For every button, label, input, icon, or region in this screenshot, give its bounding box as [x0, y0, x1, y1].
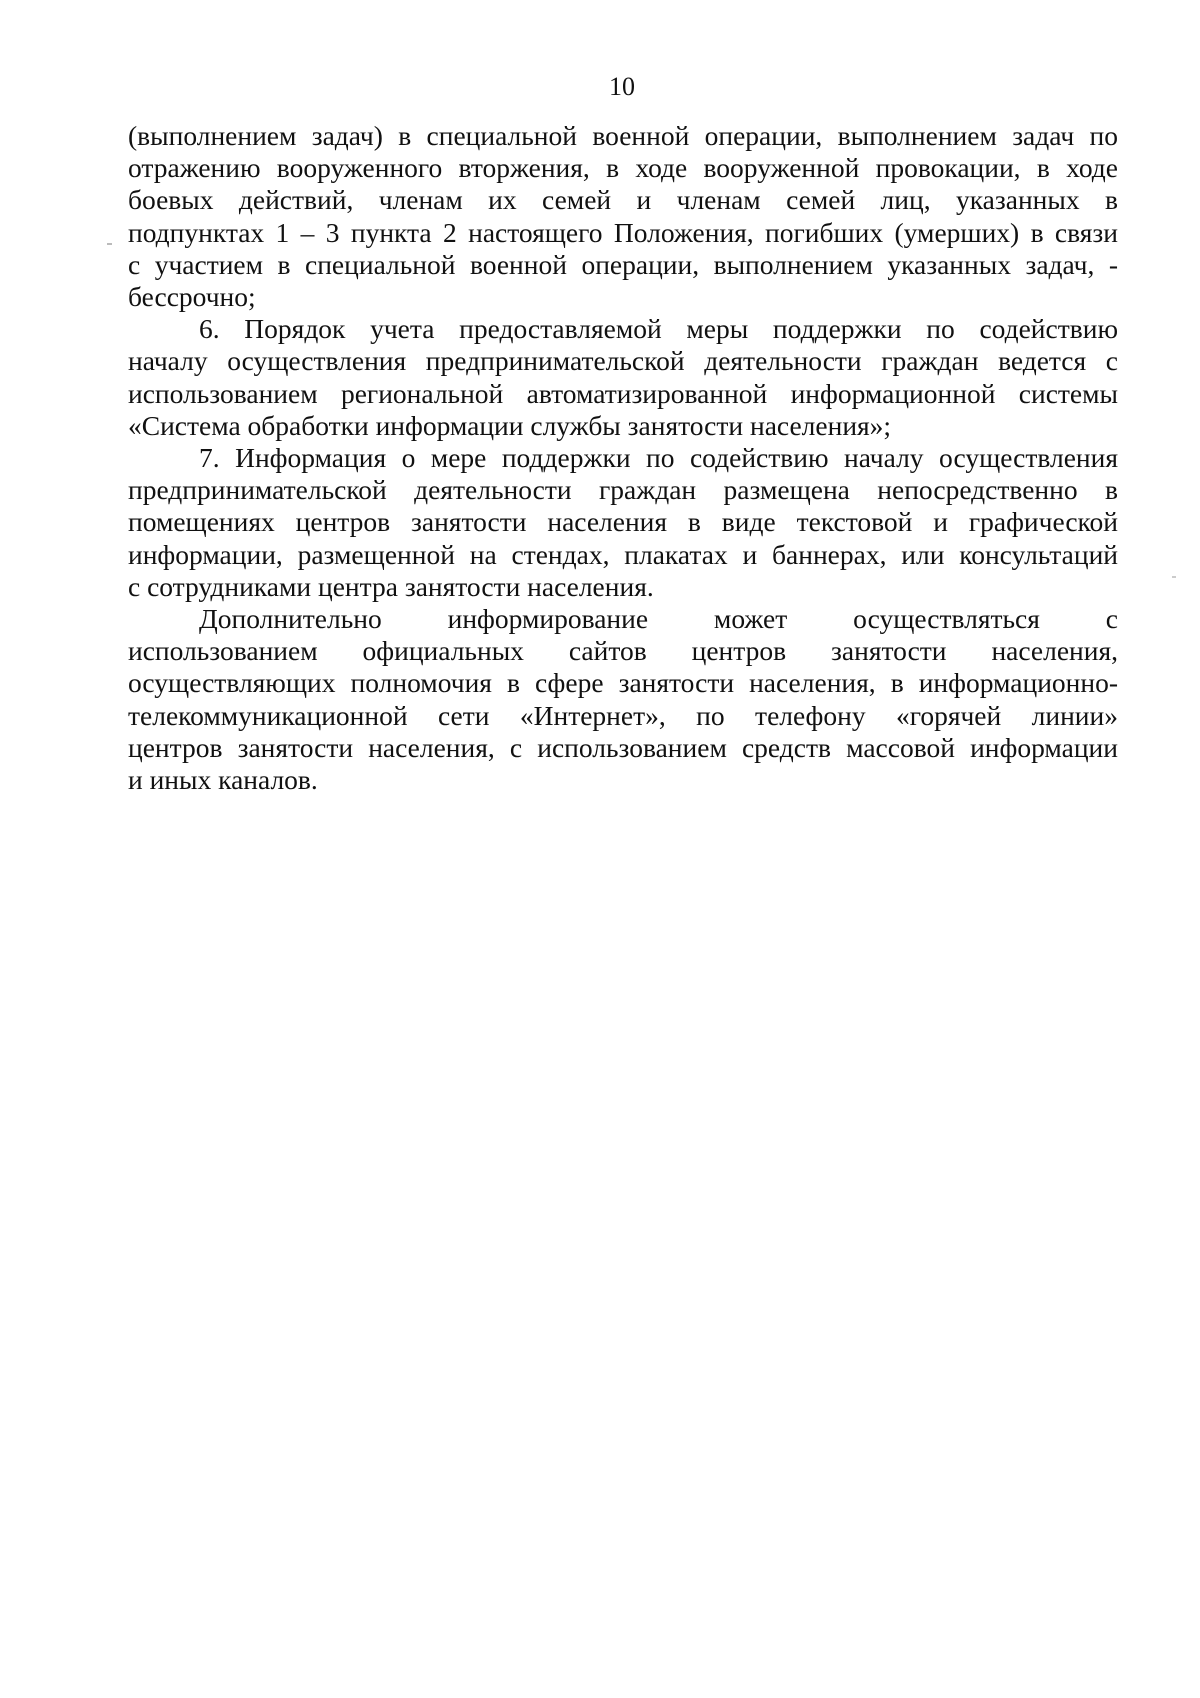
text-line: «Система обработки информации службы занятости населения»;	[128, 409, 892, 441]
text-line: предпринимательской деятельности граждан размещена непосредственно в	[128, 474, 1118, 506]
scan-artifact	[1172, 576, 1176, 578]
text-line: помещениях центров занятости населения в виде текстовой и графической	[128, 506, 1118, 538]
text-line: бессрочно;	[128, 281, 256, 313]
paragraph-6	[128, 313, 1118, 442]
text-line: использованием региональной автоматизированной информационной системы	[128, 377, 1118, 409]
text-line: использованием официальных сайтов центров занятости населения,	[128, 635, 1118, 667]
text-line: с участием в специальной военной операции, выполнением указанных задач, -	[128, 248, 1118, 280]
text-line: (выполнением задач) в специальной военной операции, выполнением задач по	[128, 120, 1118, 151]
text-line: боевых действий, членам их семей и членам семей лиц, указанных в	[128, 184, 1118, 216]
document-body	[128, 120, 1118, 796]
text-line: осуществляющих полномочия в сфере занятости населения, в информационно-	[128, 667, 1118, 699]
text-line: 7. Информация о мере поддержки по содействию началу осуществления	[199, 442, 1118, 474]
text-line: информации, размещенной на стендах, плакатах и баннерах, или консультаций	[128, 538, 1118, 570]
page-number: 10	[609, 72, 635, 101]
text-line: Дополнительно информирование может осуществляться с	[199, 603, 1118, 635]
paragraph-7	[128, 442, 1118, 603]
text-line: центров занятости населения, с использованием средств массовой информации	[128, 731, 1118, 763]
paragraph-continuation	[128, 120, 1118, 313]
text-line: и иных каналов.	[128, 764, 318, 796]
scan-artifact	[107, 243, 112, 245]
paragraph-additional	[128, 603, 1118, 796]
text-line: телекоммуникационной сети «Интернет», по телефону «горячей линии»	[128, 699, 1118, 731]
text-line: подпунктах 1 – 3 пункта 2 настоящего Положения, погибших (умерших) в связи	[128, 216, 1118, 248]
text-line: 6. Порядок учета предоставляемой меры поддержки по содействию	[199, 313, 1118, 345]
text-line: с сотрудниками центра занятости населения.	[128, 570, 654, 602]
text-line: отражению вооруженного вторжения, в ходе вооруженной провокации, в ходе	[128, 152, 1118, 184]
text-line: началу осуществления предпринимательской деятельности граждан ведется с	[128, 345, 1118, 377]
